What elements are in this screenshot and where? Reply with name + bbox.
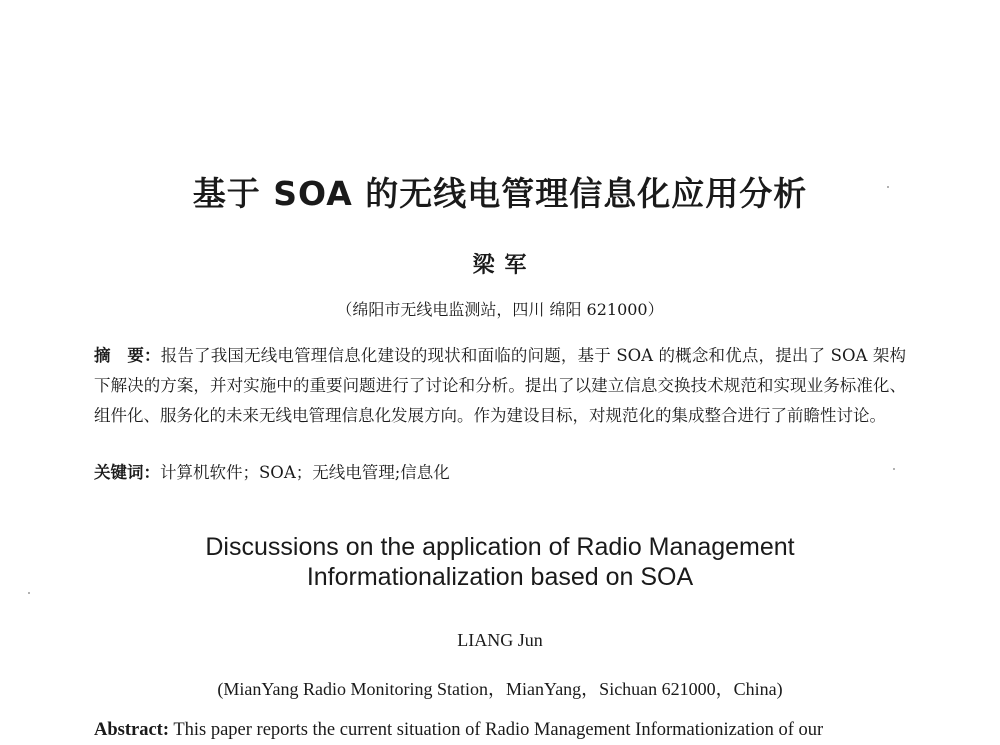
english-abstract-label: Abstract: (94, 720, 170, 740)
english-abstract-text: This paper reports the current situation of Radio Management Informationization of our (173, 720, 824, 740)
chinese-abstract-label: 摘 要： (94, 346, 161, 365)
scan-speck (28, 592, 30, 594)
chinese-title: 基于 SOA 的无线电管理信息化应用分析 (192, 174, 808, 213)
chinese-abstract (94, 341, 906, 431)
chinese-author: 梁 军 (472, 252, 528, 278)
scan-speck (887, 186, 889, 188)
english-title (0, 532, 1000, 592)
chinese-keywords (94, 458, 906, 488)
chinese-affiliation: （绵阳市无线电监测站，四川 绵阳 621000） (336, 300, 664, 319)
english-affiliation: (MianYang Radio Monitoring Station，MianYang，Sichuan 621000，China) (217, 679, 783, 699)
chinese-keywords-text: 计算机软件；SOA；无线电管理;信息化 (160, 463, 450, 482)
scan-speck (893, 468, 895, 470)
english-author: LIANG Jun (457, 630, 543, 650)
chinese-abstract-text: 报告了我国无线电管理信息化建设的现状和面临的问题，基于 SOA 的概念和优点，提出了 SOA 架构下解决的方案，并对实施中的重要问题进行了讨论和分析。提出了以建立信息交换技术规范和实现业务标准化、组件化、服务化的未来无线电管理信息化发展方向。作为建设目标，对规范化的集成整合进行了前瞻性讨论。 (94, 346, 906, 425)
english-abstract (94, 720, 906, 741)
english-title-line-2: Informationalization based on SOA (306, 563, 694, 591)
english-title-line-1: Discussions on the application of Radio Management (205, 533, 795, 561)
chinese-keywords-label: 关键词： (94, 463, 160, 482)
